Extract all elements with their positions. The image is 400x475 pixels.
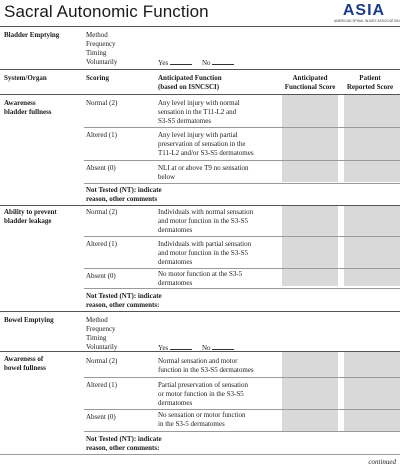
logo-word: ASIA: [342, 2, 386, 19]
bowel-frequency: Frequency: [86, 325, 116, 333]
section-3-organ: Awareness of: [4, 355, 44, 363]
s2-not-tested-2: reason, other comments:: [86, 301, 160, 309]
section-divider: [0, 311, 400, 312]
s3-func-altered-3: dermatomes: [158, 399, 193, 407]
s1-func-normal-3: S3-S5 dermatomes: [158, 117, 212, 125]
row-divider: [84, 288, 400, 289]
s2-not-tested: Not Tested (NT): indicate: [86, 292, 162, 300]
patient-score-cell[interactable]: [344, 351, 400, 432]
s1-func-absent-1: NLI at or above T9 no sensation: [158, 164, 249, 172]
bowel-voluntarily: Voluntarily: [86, 343, 118, 351]
continued-note: continued: [368, 458, 396, 466]
s2-func-normal-1: Individuals with normal sensation: [158, 208, 254, 216]
s2-func-altered-1: Individuals with partial sensation: [158, 240, 252, 248]
s3-func-altered-2: or motor function in the S3-S5: [158, 390, 244, 398]
section-2-organ-2: bladder leakage: [4, 217, 52, 225]
s1-score-altered: Altered (1): [86, 131, 117, 139]
s2-func-normal-2: and motor function in the S3-S5: [158, 217, 249, 225]
s3-func-normal-2: function in the S3-S5 dermatomes: [158, 366, 254, 374]
s3-not-tested-2: reason, other comments:: [86, 444, 160, 452]
s1-func-altered-1: Any level injury with partial: [158, 131, 238, 139]
bladder-method: Method: [86, 31, 108, 39]
s3-func-altered-1: Partial preservation of sensation: [158, 381, 249, 389]
s2-score-altered: Altered (1): [86, 240, 117, 248]
s2-func-normal-3: dermatomes: [158, 226, 193, 234]
bowel-method: Method: [86, 316, 108, 324]
page-header: [0, 0, 400, 26]
header-anticipated-function-sub: (based on ISNCSCI): [158, 83, 220, 91]
s1-func-normal-2: sensation in the T11-L2 and: [158, 108, 237, 116]
s2-score-absent: Absent (0): [86, 272, 116, 280]
row-divider: [84, 377, 400, 378]
asia-logo: [334, 2, 400, 25]
divider: [0, 94, 400, 95]
bladder-no-field[interactable]: [202, 58, 234, 68]
section-3-organ-2: bowel fullness: [4, 364, 46, 372]
section-divider: [0, 205, 400, 206]
s3-not-tested: Not Tested (NT): indicate: [86, 435, 162, 443]
section-1-organ: Awareness: [4, 99, 36, 107]
s2-score-normal: Normal (2): [86, 208, 118, 216]
bladder-no-label: No: [202, 59, 211, 67]
row-divider: [84, 127, 400, 128]
patient-score-cell[interactable]: [344, 205, 400, 286]
s2-func-altered-2: and motor function in the S3-S5: [158, 249, 249, 257]
page-title: Sacral Autonomic Function: [4, 2, 209, 21]
header-anticipated-function: Anticipated Function: [158, 74, 222, 82]
s3-func-normal-1: Normal sensation and motor: [158, 357, 238, 365]
row-divider: [84, 183, 400, 184]
bladder-voluntarily: Voluntarily: [86, 58, 118, 66]
bladder-yes-label: Yes: [158, 59, 169, 67]
s1-func-altered-2: preservation of sensation in the: [158, 140, 246, 148]
anticipated-score-cell[interactable]: [282, 205, 338, 286]
s1-func-altered-3: T11-L2 and/or S3-S5 dermatomes: [158, 149, 254, 157]
section-2-organ: Ability to prevent: [4, 208, 57, 216]
row-divider: [84, 268, 400, 269]
section-1-organ-2: bladder fullness: [4, 108, 52, 116]
s3-func-absent-1: No sensation or motor function: [158, 411, 246, 419]
header-patient-score-2: Reported Score: [346, 83, 394, 91]
s3-score-altered: Altered (1): [86, 381, 117, 389]
header-anticipated-score-2: Functional Score: [284, 83, 336, 91]
header-scoring: Scoring: [86, 74, 109, 82]
s2-func-altered-3: dermatomes: [158, 258, 193, 266]
patient-score-cell[interactable]: [344, 95, 400, 182]
bladder-timing: Timing: [86, 49, 107, 57]
s3-score-normal: Normal (2): [86, 357, 118, 365]
row-divider: [84, 431, 400, 432]
bottom-divider: [0, 454, 400, 455]
bowel-no-label: No: [202, 344, 211, 352]
row-divider: [84, 236, 400, 237]
s1-func-normal-1: Any level injury with normal: [158, 99, 240, 107]
bowel-timing: Timing: [86, 334, 107, 342]
bladder-frequency: Frequency: [86, 40, 116, 48]
s3-func-absent-2: in the S3-5 dermatomes: [158, 420, 225, 428]
s1-score-normal: Normal (2): [86, 99, 118, 107]
header-patient-score: Patient: [359, 74, 381, 82]
s2-func-absent-2: dermatomes: [158, 279, 193, 287]
anticipated-score-cell[interactable]: [282, 351, 338, 432]
s2-func-absent-1: No motor function at the S3-5: [158, 270, 243, 278]
s3-score-absent: Absent (0): [86, 413, 116, 421]
s1-func-absent-2: below: [158, 173, 176, 181]
s1-not-tested-2: reason, other comments: [86, 195, 158, 203]
anticipated-score-cell[interactable]: [282, 95, 338, 182]
bladder-yes-field[interactable]: [158, 58, 192, 68]
divider: [0, 69, 400, 70]
row-divider: [84, 160, 400, 161]
header-system-organ: System/Organ: [4, 74, 47, 82]
s1-score-absent: Absent (0): [86, 164, 116, 172]
logo-subtext: AMERICAN SPINAL INJURY ASSOCIATION: [334, 19, 400, 23]
header-anticipated-score: Anticipated: [292, 74, 328, 82]
section-divider: [0, 351, 400, 352]
bowel-emptying-label: Bowel Emptying: [4, 316, 54, 324]
s1-not-tested: Not Tested (NT): indicate: [86, 186, 162, 194]
bladder-emptying-label: Bladder Emptying: [4, 31, 60, 39]
header-divider: [0, 26, 400, 27]
row-divider: [84, 409, 400, 410]
bowel-yes-label: Yes: [158, 344, 169, 352]
